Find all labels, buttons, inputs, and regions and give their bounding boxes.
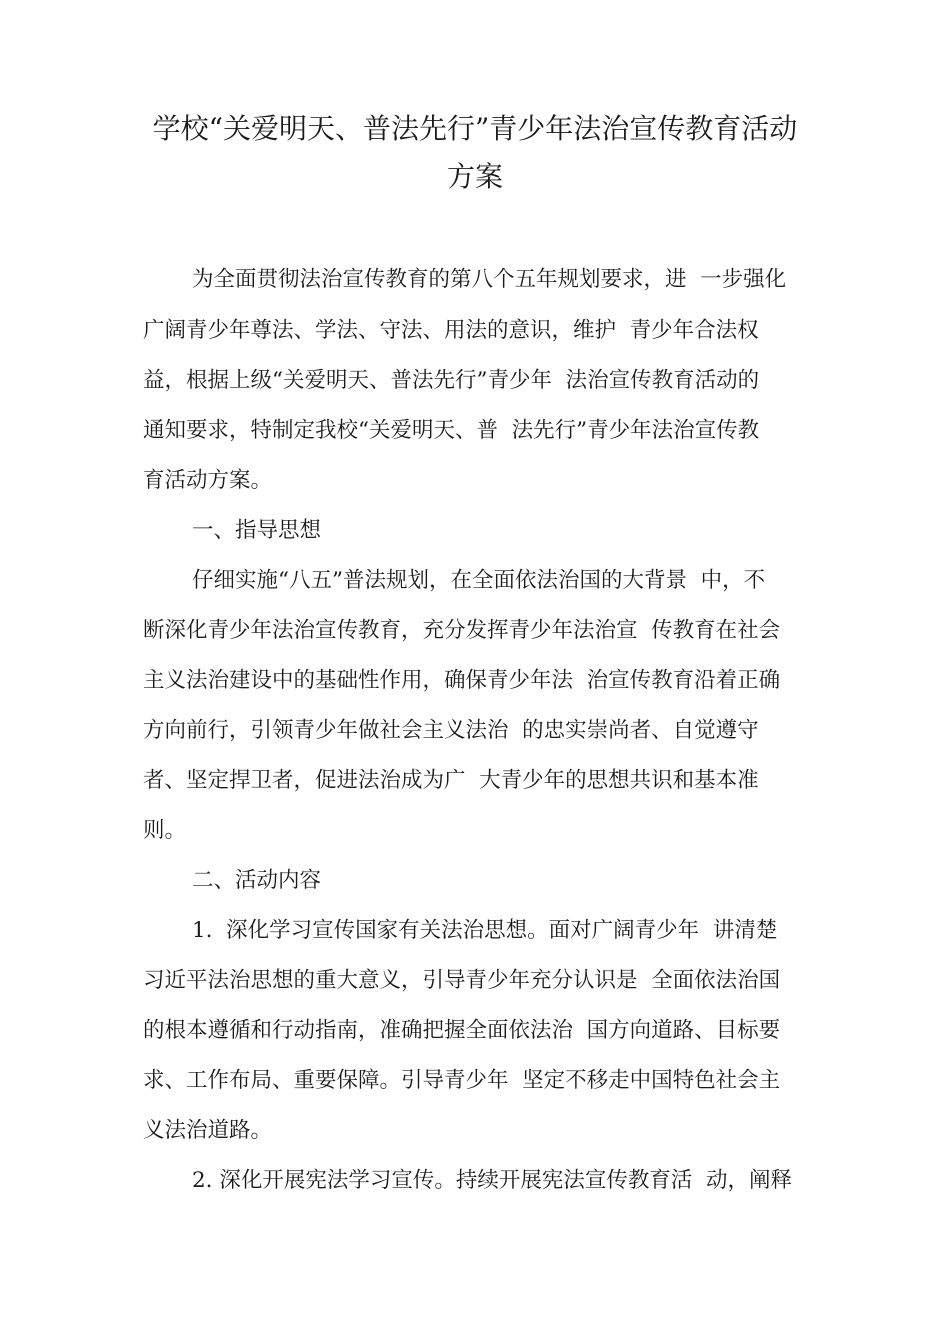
section-1-line: 则。 — [143, 818, 187, 843]
intro-line: 为全面贯彻法治宣传教育的第八个五年规划要求，进 一步强化 — [192, 267, 787, 292]
intro-line: 广阔青少年尊法、学法、守法、用法的意识，维护 青少年合法权 — [143, 318, 759, 343]
section-1-line: 者、坚定捍卫者，促进法治成为广 大青少年的思想共识和基本准 — [143, 768, 759, 793]
item-2-line: 2. 深化开展宪法学习宣传。持续开展宪法宣传教育活 动，阐释 — [192, 1168, 793, 1193]
item-1-line: 的根本遵循和行动指南，准确把握全面依法治 国方向道路、目标要 — [143, 1018, 781, 1043]
section-1-line: 方向前行，引领青少年做社会主义法治 的忠实崇尚者、自觉遵守 — [143, 718, 759, 743]
document-title-line-2: 方案 — [446, 160, 503, 193]
section-1-line: 仔细实施“八五”普法规划，在全面依法治国的大背景 中，不 — [192, 568, 766, 593]
section-2-heading: 二、活动内容 — [192, 868, 322, 893]
intro-line: 益，根据上级“关爱明天、普法先行”青少年 法治宣传教育活动的 — [143, 368, 760, 393]
item-1-line: 1. 深化学习宣传国家有关法治思想。面对广阔青少年 讲清楚 — [192, 918, 778, 943]
item-1-line: 习近平法治思想的重大意义，引导青少年充分认识是 全面依法治国 — [143, 968, 781, 993]
section-1-heading: 一、指导思想 — [192, 518, 322, 543]
section-1-line: 断深化青少年法治宣传教育，充分发挥青少年法治宣 传教育在社会 — [143, 618, 781, 643]
section-1-line: 主义法治建设中的基础性作用，确保青少年法 治宣传教育沿着正确 — [143, 668, 781, 693]
item-1-line: 求、工作布局、重要保障。引导青少年 坚定不移走中国特色社会主 — [143, 1068, 781, 1093]
intro-line: 育活动方案。 — [143, 468, 273, 493]
intro-line: 通知要求，特制定我校“关爱明天、普 法先行”青少年法治宣传教 — [143, 418, 760, 443]
document-title-line-1: 学校“关爱明天、普法先行”青少年法治宣传教育活动 — [152, 112, 798, 145]
item-1-line: 义法治道路。 — [143, 1118, 273, 1143]
